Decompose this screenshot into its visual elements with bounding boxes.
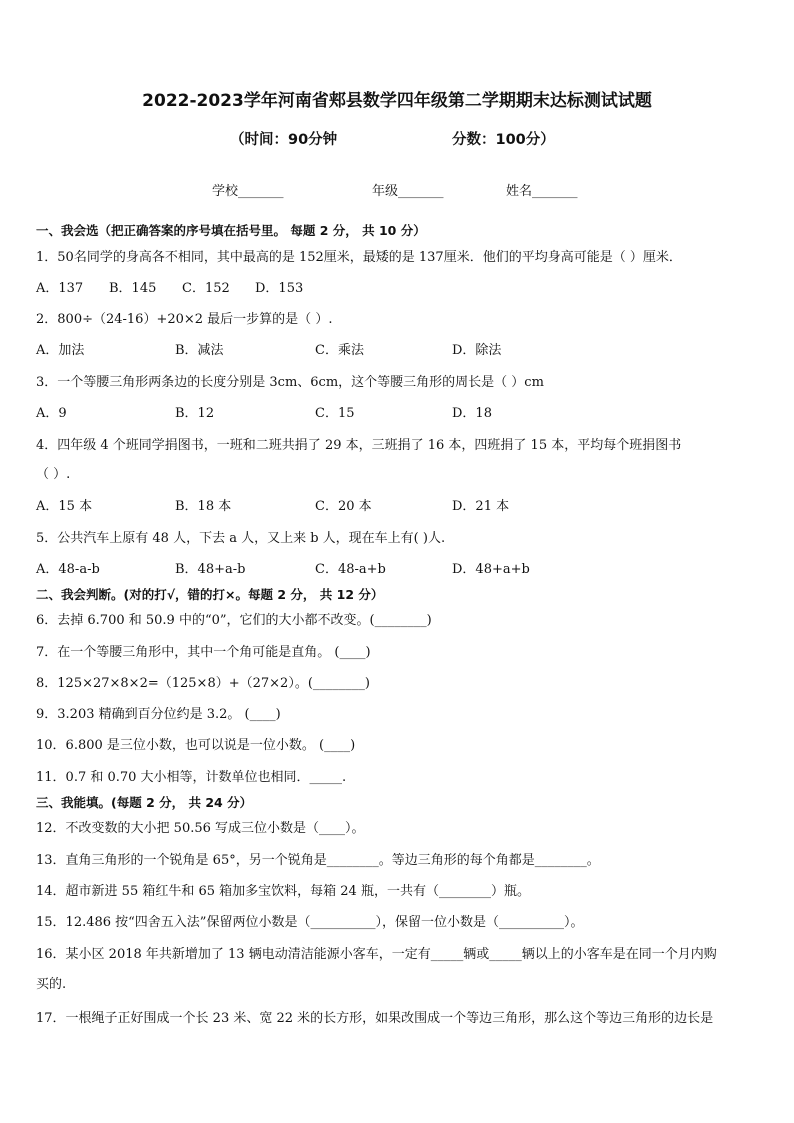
- q5-option-d: D．48+a+b: [452, 562, 530, 577]
- question-7: 7．在一个等腰三角形中，其中一个角可能是直角。 (____): [36, 645, 371, 660]
- q2-option-b: B．减法: [175, 343, 224, 358]
- section1-heading: 一、我会选（把正确答案的序号填在括号里。 每题 2 分， 共 10 分）: [36, 223, 426, 238]
- section2-heading: 二、我会判断。(对的打√，错的打×。每题 2 分， 共 12 分）: [36, 587, 384, 602]
- q2-option-c: C．乘法: [315, 343, 364, 358]
- exam-title: 2022-2023学年河南省郏县数学四年级第二学期期末达标测试试题: [142, 91, 652, 111]
- question-16-cont: 买的.: [36, 977, 67, 992]
- q4-option-d: D．21 本: [452, 499, 510, 514]
- grade-field: 年级_______: [372, 184, 444, 199]
- q3-option-c: C．15: [315, 406, 355, 421]
- question-4-cont: （ ）.: [36, 467, 71, 482]
- question-12: 12．不改变数的大小把 50.56 写成三位小数是（____）。: [36, 821, 365, 836]
- question-14: 14．超市新进 55 箱红牛和 65 箱加多宝饮料，每箱 24 瓶，一共有（________）瓶。: [36, 884, 530, 899]
- q3-option-a: A．9: [36, 406, 67, 421]
- question-5: 5．公共汽车上原有 48 人，下去 a 人，又上来 b 人，现在车上有( )人.: [36, 531, 446, 546]
- question-17: 17．一根绳子正好围成一个长 23 米、宽 22 米的长方形，如果改围成一个等边三角形，那么这个等边三角形的边长是: [36, 1011, 714, 1026]
- total-score: 分数：100分）: [452, 132, 555, 148]
- question-13: 13．直角三角形的一个锐角是 65°，另一个锐角是________。等边三角形的每个角都是________。: [36, 853, 600, 868]
- question-9: 9．3.203 精确到百分位约是 3.2。 (____): [36, 707, 281, 722]
- q1-option-b: B．145: [109, 281, 157, 296]
- q5-option-b: B．48+a-b: [175, 562, 246, 577]
- q2-option-d: D．除法: [452, 343, 502, 358]
- section3-heading: 三、我能填。(每题 2 分， 共 24 分）: [36, 795, 253, 810]
- q3-option-d: D．18: [452, 406, 492, 421]
- school-field: 学校_______: [212, 184, 284, 199]
- q4-option-b: B．18 本: [175, 499, 232, 514]
- question-2: 2．800÷（24-16）+20×2 最后一步算的是（ ）.: [36, 312, 333, 327]
- question-10: 10．6.800 是三位小数，也可以说是一位小数。 (____): [36, 738, 356, 753]
- q3-option-b: B．12: [175, 406, 215, 421]
- q4-option-c: C．20 本: [315, 499, 372, 514]
- question-1: 1．50名同学的身高各不相同，其中最高的是 152厘米，最矮的是 137厘米．他们的平均身高可能是（ ）厘米．: [36, 250, 682, 265]
- question-3: 3．一个等腰三角形两条边的长度分别是 3cm、6cm，这个等腰三角形的周长是（ ）cm: [36, 375, 544, 390]
- question-4: 4．四年级 4 个班同学捐图书，一班和二班共捐了 29 本，三班捐了 16 本，四班捐了 15 本，平均每个班捐图书: [36, 438, 682, 453]
- question-16: 16．某小区 2018 年共新增加了 13 辆电动清洁能源小客车，一定有_____辆或_____辆以上的小客车是在同一个月内购: [36, 947, 717, 962]
- q1-option-a: A．137: [36, 281, 84, 296]
- q2-option-a: A．加法: [36, 343, 85, 358]
- q1-option-c: C．152: [182, 281, 230, 296]
- q5-option-c: C．48-a+b: [315, 562, 386, 577]
- q4-option-a: A．15 本: [36, 499, 93, 514]
- name-field: 姓名_______: [506, 184, 578, 199]
- q5-option-a: A．48-a-b: [36, 562, 100, 577]
- question-11: 11．0.7 和 0.70 大小相等，计数单位也相同．_____.: [36, 770, 347, 785]
- question-6: 6．去掉 6.700 和 50.9 中的“0”，它们的大小都不改变。(________): [36, 613, 432, 628]
- question-8: 8．125×27×8×2=（125×8）+（27×2）。(________): [36, 676, 370, 691]
- q1-option-d: D．153: [255, 281, 304, 296]
- question-15: 15．12.486 按“四舍五入法”保留两位小数是（__________），保留一位小数是（__________）。: [36, 915, 584, 930]
- time-limit: （时间：90分钟: [230, 132, 338, 148]
